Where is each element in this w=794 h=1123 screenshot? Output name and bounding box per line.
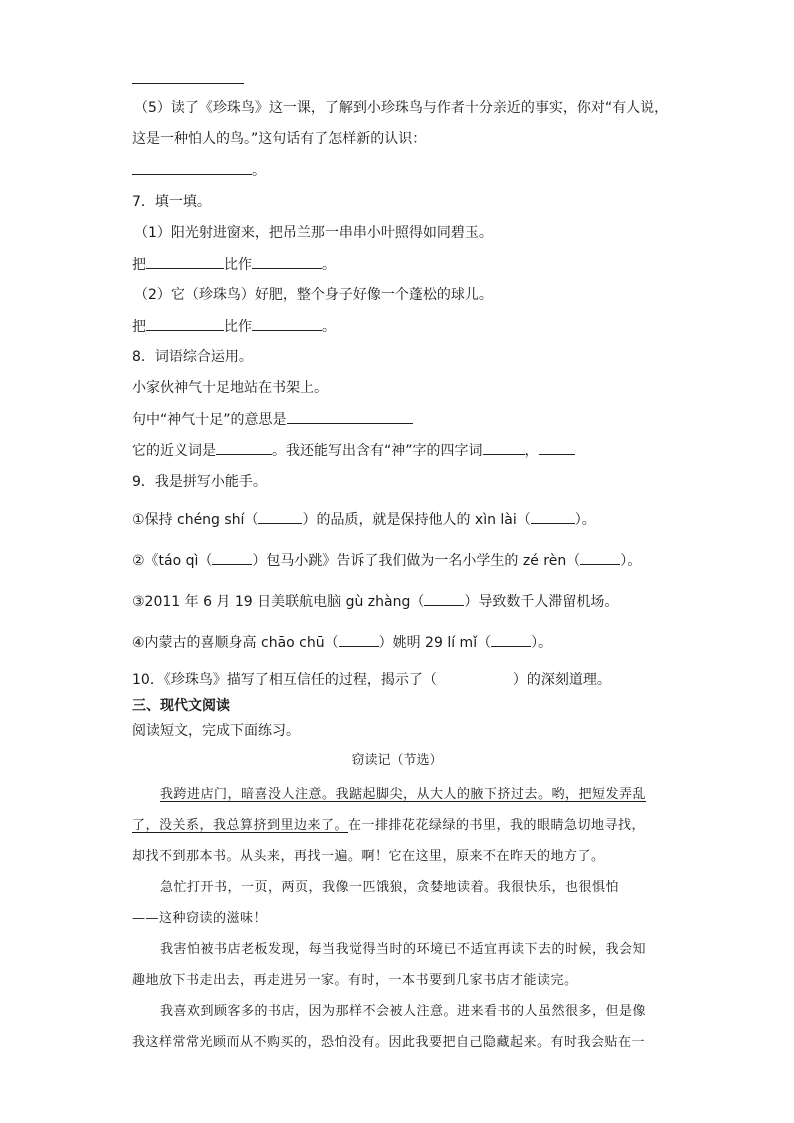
q9-item-4 — [132, 632, 552, 653]
q7-title: 7．填一填。 — [132, 194, 211, 210]
q7-sentence-1: （1）阳光射进窗来，把吊兰那一串串小叶照得如同碧玉。 — [134, 225, 493, 241]
blank-q9-1b[interactable] — [531, 509, 575, 524]
comma: ， — [524, 443, 539, 459]
q9-2-text-a: ②《táo qì（ — [132, 553, 213, 569]
q9-4-text-c: ）。 — [531, 635, 553, 651]
blank-q9-3[interactable] — [424, 591, 464, 606]
q9-3-text-a: ③2011 年 6 月 19 日美联航电脑 gù zhàng（ — [132, 594, 425, 610]
passage-p4-line2: 我这样常常光顾而从不购买的，恐怕没有。因此我要把自己隐藏起来。有时我会贴在一 — [132, 1035, 646, 1050]
q9-1-text-c: ）。 — [574, 512, 596, 528]
passage-p1-line2 — [132, 817, 645, 835]
q10-text-b: ）的深刻道理。 — [512, 672, 611, 688]
q6-5-answer-row — [132, 160, 266, 181]
passage-p4-line1: 我喜欢到顾客多的书店，因为那样不会被人注意。进来看书的人虽然很多，但是像 — [160, 1004, 647, 1019]
period: 。 — [252, 163, 266, 179]
passage-p1-line3: 却找不到那本书。从头来，再找一遍。啊！它在这里，原来不在昨天的地方了。 — [132, 849, 605, 864]
q9-item-3 — [132, 591, 618, 612]
blank-q8-meaning[interactable] — [287, 409, 413, 424]
period: 。 — [322, 319, 336, 335]
blank-q7-2a[interactable] — [146, 316, 224, 331]
blank-q8-word2[interactable] — [539, 440, 575, 455]
q7-sentence-2: （2）它（珍珠鸟）好肥，整个身子好像一个蓬松的球儿。 — [134, 287, 493, 303]
blank-q7-1b[interactable] — [252, 254, 322, 269]
blank-q9-2b[interactable] — [580, 550, 620, 565]
passage-p2-line1: 急忙打开书，一页，两页，我像一匹饿狼，贪婪地读着。我很快乐，也很惧怕 — [160, 880, 620, 895]
passage-underlined-segment: 了，没关系，我总算挤到里边来了。 — [132, 818, 349, 833]
q9-1-text-a: ①保持 chéng shí（ — [132, 512, 259, 528]
q10 — [132, 670, 611, 690]
q8-synonym-row — [132, 440, 575, 461]
blank-q8-word1[interactable] — [483, 440, 525, 455]
blank-q8-synonym[interactable] — [216, 440, 272, 455]
label-ba: 把 — [132, 257, 146, 273]
passage-p1-line2-rest: 在一排排花花绿绿的书里，我的眼睛急切地寻找， — [348, 818, 646, 833]
answer-blank-q6-5[interactable] — [132, 160, 252, 175]
q9-3-text-b: ）导致数千人滞留机场。 — [464, 594, 619, 610]
blank-q9-2a[interactable] — [212, 550, 252, 565]
passage-p2-line2: ——这种窃读的滋味！ — [132, 911, 268, 926]
blank-q9-4b[interactable] — [491, 632, 531, 647]
q9-4-text-a: ④内蒙古的喜顺身高 chāo chū（ — [132, 635, 339, 651]
section-instruction: 阅读短文，完成下面练习。 — [132, 723, 300, 739]
passage-p1-line1: 我跨进店门，暗喜没人注意。我踮起脚尖，从大人的腋下挤过去。哟，把短发弄乱 — [160, 787, 647, 802]
q8-sentence: 小家伙神气十足地站在书架上。 — [132, 380, 328, 396]
answer-blank-top[interactable] — [132, 83, 244, 84]
blank-q9-1a[interactable] — [258, 509, 302, 524]
blank-q9-4a[interactable] — [339, 632, 379, 647]
q9-item-2 — [132, 550, 641, 571]
section-heading: 三、现代文阅读 — [132, 698, 230, 714]
q8-title: 8．词语综合运用。 — [132, 349, 253, 365]
passage-p3-line1: 我害怕被书店老板发现，每当我觉得当时的环境已不适宜再读下去的时候，我会知 — [160, 942, 647, 957]
q9-1-text-b: ）的品质，就是保持他人的 xìn lài（ — [302, 512, 531, 528]
q9-2-text-c: ）。 — [620, 553, 642, 569]
label-bizuo: 比作 — [224, 257, 252, 273]
q9-4-text-b: ）姚明 29 lí mǐ（ — [378, 635, 492, 651]
q6-5-line2: 这是一种怕人的鸟。”这句话有了怎样新的认识： — [132, 131, 427, 147]
label-ba: 把 — [132, 319, 146, 335]
q6-5-line1: （5）读了《珍珠鸟》这一课，了解到小珍珠鸟与作者十分亲近的事实，你对“有人说， — [134, 100, 669, 116]
q7-fill-row-2 — [132, 316, 336, 337]
label-bizuo: 比作 — [224, 319, 252, 335]
q7-fill-row-1 — [132, 254, 336, 275]
blank-q7-1a[interactable] — [146, 254, 224, 269]
blank-q7-2b[interactable] — [252, 316, 322, 331]
passage-p3-line2: 趣地放下书走出去，再走进另一家。有时，一本书要到几家书店才能读完。 — [132, 973, 578, 988]
q10-text-a: 10．《珍珠鸟》描写了相互信任的过程，揭示了（ — [132, 672, 437, 688]
q9-2-text-b: ）包马小跳》告诉了我们做为一名小学生的 zé rèn（ — [252, 553, 581, 569]
period: 。 — [322, 257, 336, 273]
q8-meaning-row — [132, 409, 413, 430]
q8-synonym-label: 它的近义词是 — [132, 443, 216, 459]
q8-meaning-label: 句中“神气十足”的意思是 — [132, 412, 287, 428]
q9-item-1 — [132, 509, 596, 530]
q8-words-label: 。我还能写出含有“神”字的四字词 — [272, 443, 483, 459]
passage-title: 窃读记（节选） — [351, 753, 443, 768]
q9-title: 9．我是拼写小能手。 — [132, 474, 267, 490]
